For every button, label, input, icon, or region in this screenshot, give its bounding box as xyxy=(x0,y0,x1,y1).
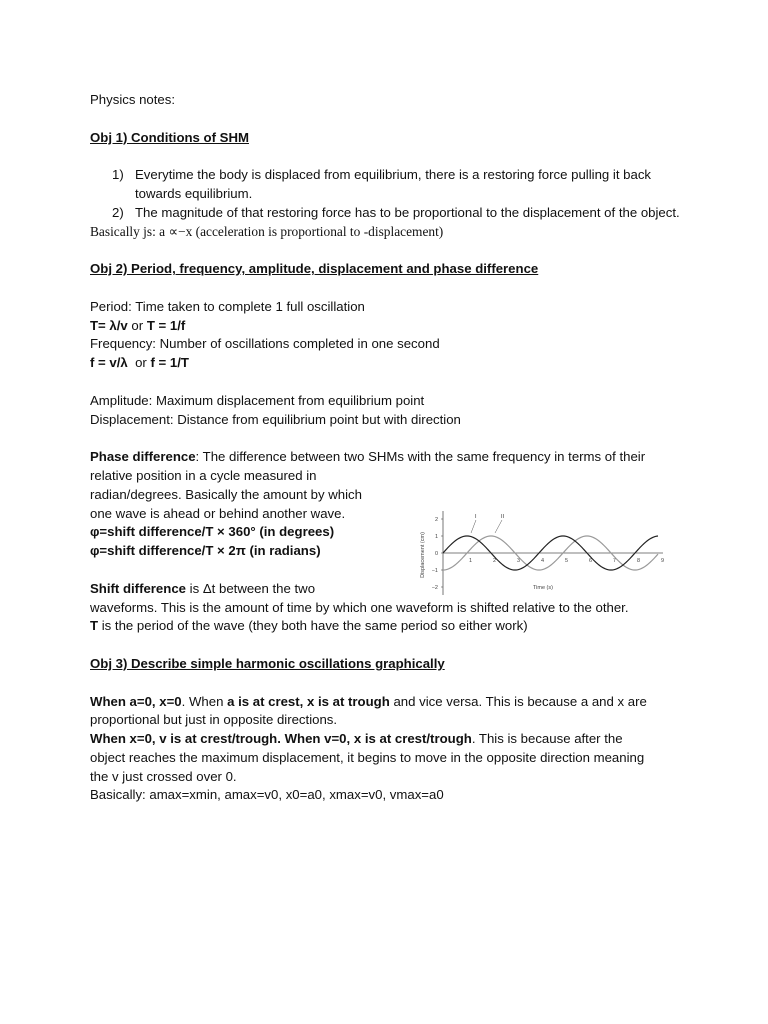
x-axis-label: Time (s) xyxy=(533,585,553,591)
amplitude-definition: Amplitude: Maximum displacement from equilibrium point xyxy=(90,392,425,408)
list-item: 2) The magnitude of that restoring force has to be proportional to the displacement of the object. xyxy=(112,204,680,220)
phase-difference-line: radian/degrees. Basically the amount by which xyxy=(90,486,362,502)
x-tick-label: 5 xyxy=(565,558,569,564)
x-tick-label: 1 xyxy=(469,558,473,564)
relation-line: When x=0, v is at crest/trough. When v=0, x is at crest/trough. This is because after the xyxy=(90,731,623,747)
phase-difference-graph xyxy=(413,505,668,600)
y-axis-label: Displacement (cm) xyxy=(420,532,426,578)
y-tick-label: 0 xyxy=(434,551,438,557)
phase-formula-radians: φ=shift difference/T × 2π (in radians) xyxy=(90,543,321,559)
shift-difference-line: waveforms. This is the amount of time by which one waveform is shifted relative to the other. xyxy=(90,599,629,615)
obj3-heading: Obj 3) Describe simple harmonic oscillations graphically xyxy=(90,655,445,671)
frequency-formula: f = v/λ or f = 1/T xyxy=(90,355,189,371)
series-label-i-pointer xyxy=(471,520,476,533)
shm-conditions-list xyxy=(90,166,690,222)
y-tick-label: 2 xyxy=(434,517,438,523)
phase-formula-degrees: φ=shift difference/T × 360° (in degrees) xyxy=(90,524,335,540)
phase-difference-line: relative position in a cycle measured in xyxy=(90,467,317,483)
relation-line: When a=0, x=0. When a is at crest, x is at trough and vice versa. This is because a and x are xyxy=(90,693,647,709)
shift-difference-definition: Shift difference is Δt between the two xyxy=(90,580,316,596)
notes-page xyxy=(90,91,690,805)
x-tick-label: 7 xyxy=(613,558,617,564)
relation-line: proportional but just in opposite directions. xyxy=(90,712,338,728)
period-note: T is the period of the wave (they both have the same period so either work) xyxy=(90,618,528,634)
x-tick-label: 6 xyxy=(589,558,593,564)
relation-line: object reaches the maximum displacement, it begins to move in the opposite direction meaning xyxy=(90,749,645,765)
series-label-ii-pointer xyxy=(495,520,502,533)
displacement-definition: Displacement: Distance from equilibrium point but with direction xyxy=(90,411,461,427)
relation-line: the v just crossed over 0. xyxy=(90,768,237,784)
page-title: Physics notes: xyxy=(90,92,176,107)
series-label-ii: II xyxy=(501,514,505,520)
period-definition: Period: Time taken to complete 1 full oscillation xyxy=(90,298,365,314)
x-tick-label: 4 xyxy=(541,558,545,564)
obj1-heading: Obj 1) Conditions of SHM xyxy=(90,129,249,145)
frequency-definition: Frequency: Number of oscillations completed in one second xyxy=(90,336,440,352)
obj2-heading: Obj 2) Period, frequency, amplitude, displacement and phase difference xyxy=(90,261,539,277)
y-tick-label: −2 xyxy=(431,585,438,591)
x-tick-label: 2 xyxy=(493,558,497,564)
x-tick-label: 9 xyxy=(661,558,665,564)
phase-difference-line: one wave is ahead or behind another wave. xyxy=(90,505,346,521)
phase-difference-definition: Phase difference: The difference between two SHMs with the same frequency in terms of their xyxy=(90,449,646,465)
y-tick-label: −1 xyxy=(431,568,438,574)
series-label-i: I xyxy=(475,514,477,520)
period-formula: T= λ/v or T = 1/f xyxy=(90,317,186,333)
x-tick-label: 8 xyxy=(637,558,641,564)
x-tick-label: 3 xyxy=(517,558,521,564)
list-item: 1) Everytime the body is displaced from equilibrium, there is a restoring force pulling it back towards equilibrium. xyxy=(112,167,652,201)
shm-summary: Basically js: a ∝−x (acceleration is proportional to -displacement) xyxy=(90,223,444,239)
relation-summary: Basically: amax=xmin, amax=v0, x0=a0, xmax=v0, vmax=a0 xyxy=(90,787,444,803)
y-tick-label: 1 xyxy=(434,534,438,540)
